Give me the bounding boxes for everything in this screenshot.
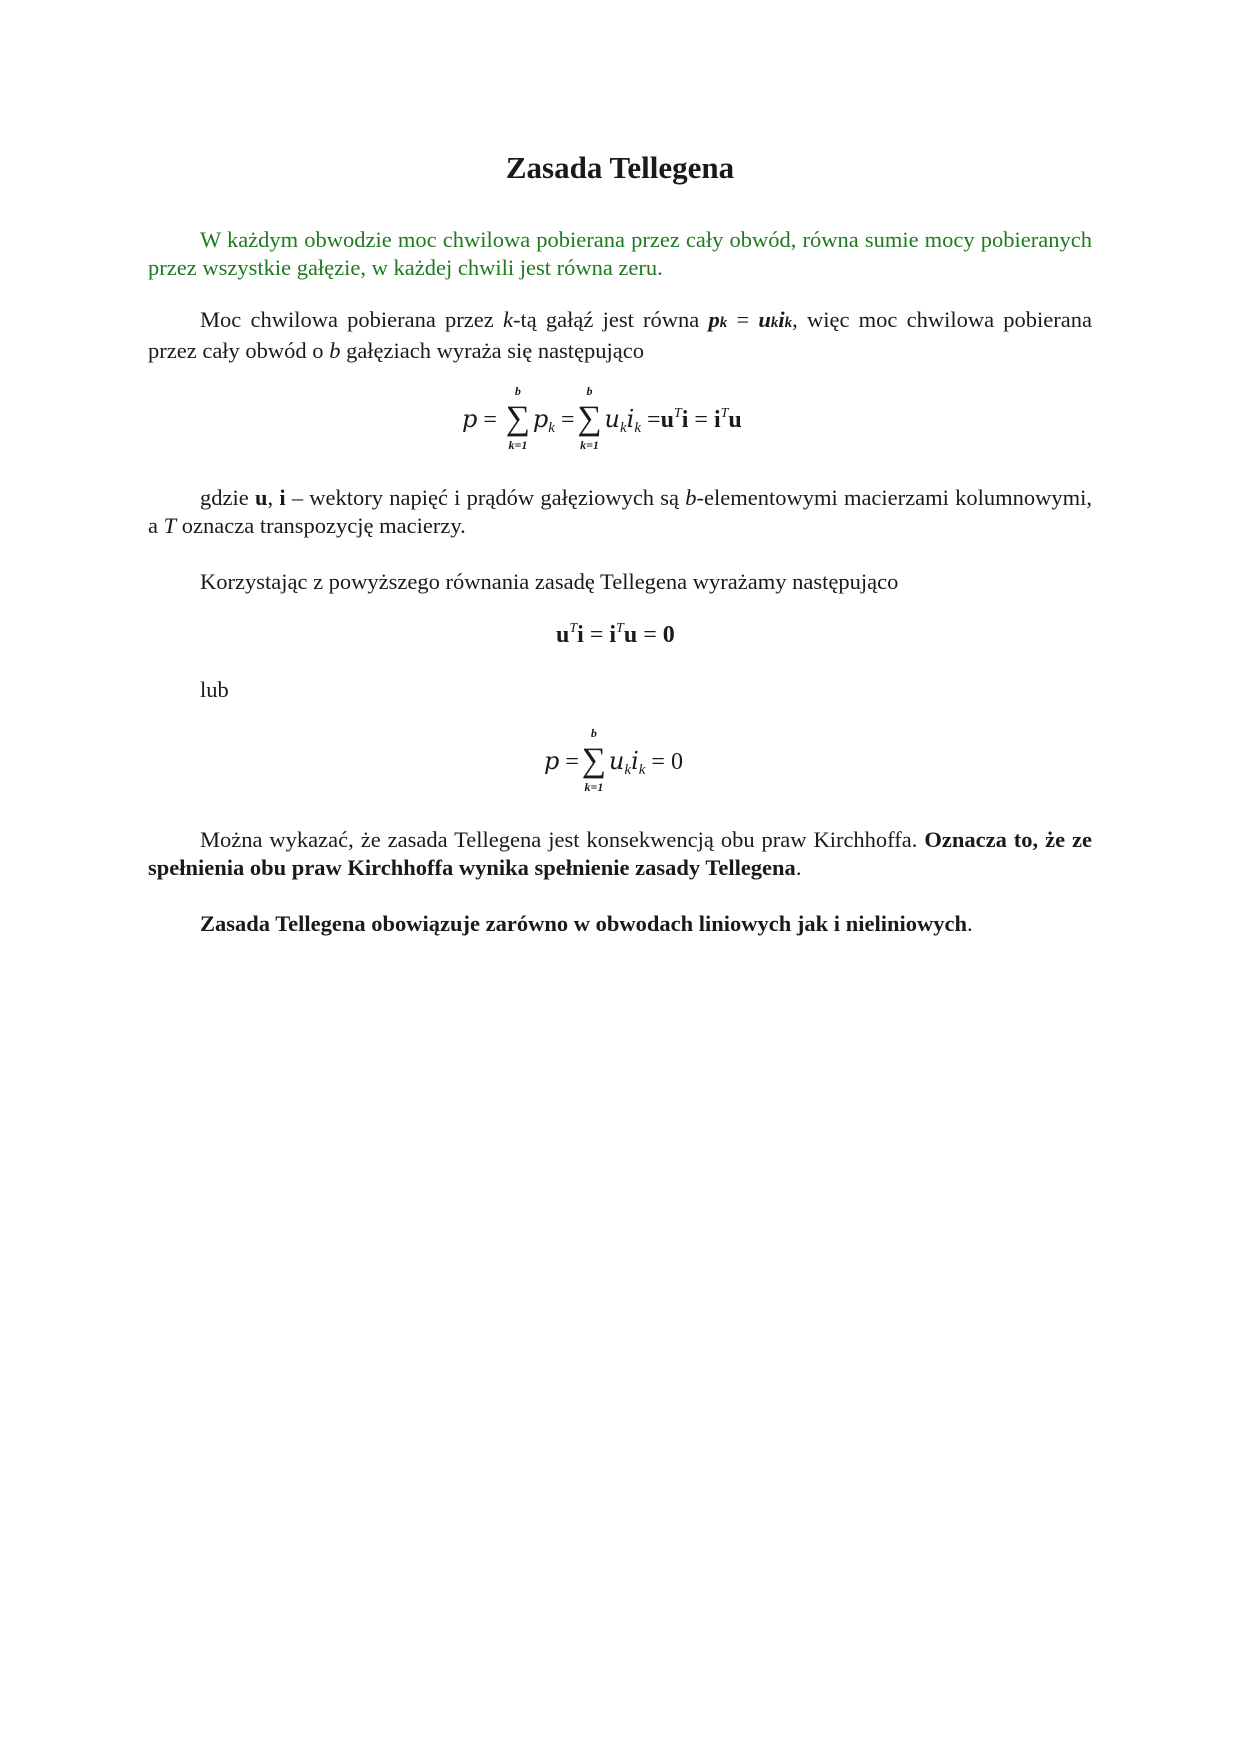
eq-sup-t: T — [720, 406, 729, 421]
sum-upper: b — [590, 726, 597, 740]
eq-zero-vector: 0 — [662, 622, 675, 648]
eq-sub-k: k — [634, 420, 642, 436]
var-t: T — [163, 513, 177, 538]
text: -elementowymi macierzami kolumnowymi, a — [148, 485, 1092, 538]
eq-var-i: i — [631, 747, 639, 775]
text: , więc moc chwilowa pobierana przez cały obwód o — [148, 307, 1092, 363]
var-k: k — [502, 307, 513, 332]
vec-i: i — [279, 485, 286, 510]
sub-k: k — [770, 315, 779, 331]
equation-tellegen — [556, 622, 675, 649]
text-bold: Zasada Tellegena obowiązuje zarówno w obwodach liniowych jak i nieliniowych — [200, 911, 967, 936]
paragraph-vectors — [148, 484, 1092, 540]
var-u: u — [758, 307, 771, 332]
eq-vec-u: u — [623, 622, 638, 648]
page-title: Zasada Tellegena — [505, 150, 735, 185]
sum-lower: k=1 — [508, 438, 528, 452]
text: , — [267, 485, 280, 510]
eq-zero: 0 — [670, 749, 683, 775]
equation-sum-zero — [544, 726, 683, 794]
eq-var-u: u — [608, 747, 625, 775]
eq-sub-k: k — [638, 762, 646, 778]
eq-sign: = — [651, 749, 665, 775]
text: -tą gałąź jest równa — [512, 307, 709, 332]
equation-sum-power — [462, 384, 742, 452]
eq-vec-i: i — [577, 622, 584, 648]
eq-sign: = — [647, 407, 661, 433]
eq-vec-u: u — [556, 622, 570, 648]
var-b: b — [685, 485, 697, 510]
eq-sub-k: k — [548, 420, 555, 436]
eq-vec-u: u — [660, 407, 674, 433]
paragraph-power — [148, 306, 1092, 365]
eq-vec-i: i — [713, 407, 721, 433]
text: gdzie — [200, 485, 255, 510]
sub-k: k — [784, 315, 793, 331]
text-bold: Oznacza to, że ze spełnienia obu praw Kirchhoffa wynika spełnienie zasady Tellegena — [148, 827, 1092, 880]
var-b: b — [329, 338, 341, 363]
sum-lower: k=1 — [580, 438, 599, 452]
text: gałęziach wyraża się następująco — [340, 338, 645, 363]
sum-upper: b — [514, 384, 521, 398]
eq-var-i: i — [626, 405, 635, 433]
eq-vec-u: u — [728, 407, 742, 433]
text: . — [966, 911, 973, 936]
eq-vec-i: i — [681, 407, 689, 433]
eq-var-p: p — [462, 405, 478, 433]
var-p: p — [708, 307, 720, 332]
paragraph-intro-equation: Korzystając z powyższego równania zasadę Tellegena wyrażamy następująco — [200, 569, 899, 594]
eq-sup-t: T — [569, 621, 578, 636]
sum-symbol: ∑ b k=1 — [575, 402, 605, 436]
sub-k: k — [719, 315, 728, 331]
eq-sub-k: k — [624, 762, 632, 778]
sum-symbol: ∑ b k=1 — [579, 744, 609, 778]
eq-var-p: p — [544, 747, 560, 775]
eq-sub-k: k — [619, 420, 627, 436]
sum-symbol: ∑ b k=1 — [503, 402, 533, 436]
sum-upper: b — [586, 384, 593, 398]
eq-sup-t: T — [616, 621, 624, 636]
paragraph-conclusion — [200, 910, 973, 938]
eq-var-u: u — [604, 405, 620, 433]
text: – wektory napięć i prądów gałęziowych są — [285, 485, 686, 510]
eq-sup-t: T — [673, 406, 682, 421]
eq-sign: = — [483, 407, 497, 433]
eq-sign: = — [565, 749, 579, 775]
eq-vec-i: i — [609, 622, 617, 648]
eq-sign: = — [589, 622, 604, 648]
eq-sign: = — [727, 307, 759, 332]
paragraph-definition: W każdym obwodzie moc chwilowa pobierana przez cały obwód, równa sumie mocy pobieranych przez wszystkie gałęzie, w każdej chwili jest równa zeru. — [148, 227, 1092, 280]
var-i: i — [778, 307, 785, 332]
paragraph-kirchhoff — [148, 826, 1092, 882]
eq-var-p: p — [532, 405, 549, 433]
eq-sign: = — [560, 407, 575, 433]
eq-sign: = — [643, 622, 657, 648]
eq-sign: = — [694, 407, 708, 433]
text: . — [795, 855, 802, 880]
text: Można wykazać, że zasada Tellegena jest konsekwencją obu praw Kirchhoffa. — [200, 827, 925, 852]
vec-u: u — [254, 485, 268, 510]
text: oznacza transpozycję macierzy. — [176, 513, 466, 538]
text: Moc chwilowa pobierana przez — [200, 307, 503, 332]
word-lub: lub — [200, 677, 229, 702]
sum-lower: k=1 — [584, 780, 604, 794]
